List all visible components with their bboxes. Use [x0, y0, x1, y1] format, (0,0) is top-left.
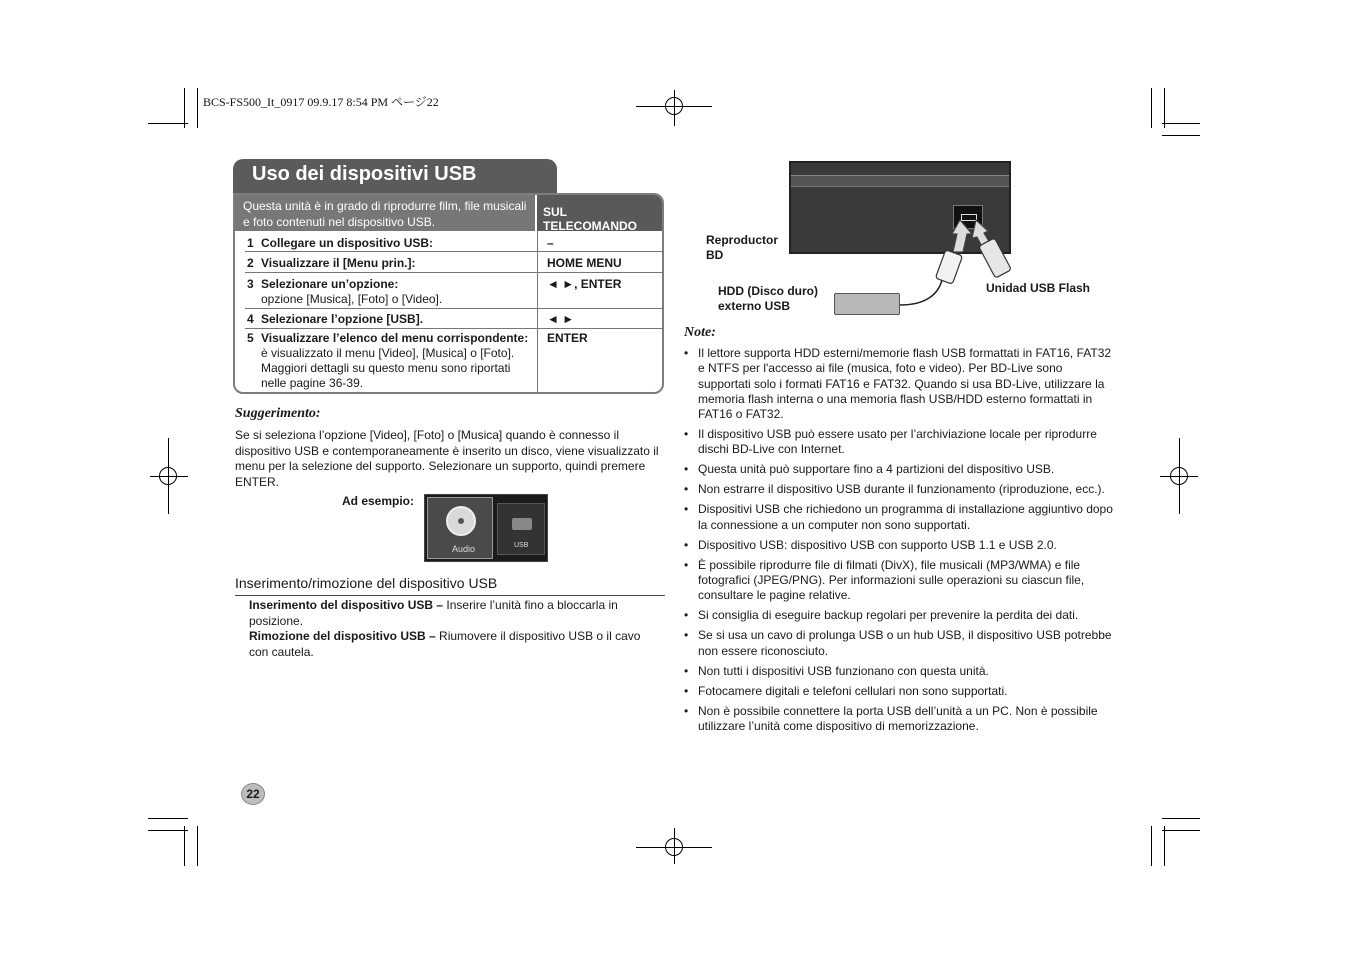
column-divider	[537, 231, 538, 394]
step-5-remote: ENTER	[547, 331, 588, 345]
list-item: • Non tutti i dispositivi USB funzionano con questa unità.	[684, 663, 989, 678]
audio-option	[427, 497, 493, 559]
section-title: Uso dei dispositivi USB	[252, 163, 477, 185]
list-item: • Non estrarre il dispositivo USB durante il funzionamento (riproduzione, ecc.).	[684, 482, 1105, 497]
instruction-panel	[233, 193, 664, 394]
suggestion-body: Se si seleziona l’opzione [Video], [Foto] o [Musica] quando è connesso il dispositivo USB e contemporaneamente è inserito un disco, viene visualizzato il menu per la selezione del supporto. Selezionare un supporto, quindi premere ENTER.	[235, 428, 659, 489]
remote-column-header: SUL TELECOMANDO	[543, 205, 637, 233]
step-2-remote: HOME MENU	[547, 256, 622, 270]
insert-instruction: Inserimento del dispositivo USB – Inserire l’unità fino a bloccarla in posizione.	[249, 598, 618, 628]
list-item: • Se si usa un cavo di prolunga USB o un hub USB, il dispositivo USB potrebbe non essere riconosciuto.	[684, 628, 1112, 658]
panel-description: Questa unità è in grado di riprodurre film, file musicali e foto contenuti nel dispositivo USB.	[243, 199, 527, 229]
insertion-heading: Inserimento/rimozione del dispositivo USB	[235, 575, 498, 591]
example-label: Ad esempio:	[342, 494, 415, 508]
list-item: • Dispositivo USB: dispositivo USB con supporto USB 1.1 e USB 2.0.	[684, 537, 1057, 552]
step-1: 1 Collegare un dispositivo USB:	[247, 236, 434, 250]
step-1-remote: –	[547, 236, 554, 250]
list-item: • Il lettore supporta HDD esterni/memorie flash USB formattati in FAT16, FAT32 e NTFS per l'accesso ai file (musica, foto e video). Per BD-Live sono supportati solo i formati FAT16 e FAT32. Quando si usa BD-Live, utilizzare la memoria flash interna o una memoria flash USB/HDD esterno formattati in FAT16 o FAT32.	[684, 346, 1112, 422]
step-4: 4 Selezionare l’opzione [USB].	[247, 312, 424, 326]
step-3-remote: ◄ ►, ENTER	[547, 277, 622, 291]
notes-heading: Note:	[684, 325, 716, 340]
player-label: Reproductor BD	[706, 233, 778, 262]
step-4-remote: ◄ ►	[547, 312, 575, 326]
step-2: 2 Visualizzare il [Menu prin.]:	[247, 256, 416, 270]
step-3: 3 Selezionare un’opzione: opzione [Musica], [Foto] o [Video].	[247, 277, 443, 306]
usb-cable-icon	[935, 250, 962, 284]
flash-label: Unidad USB Flash	[986, 281, 1091, 295]
media-selection-thumbnail	[424, 494, 548, 562]
remove-instruction: Rimozione del dispositivo USB – Riumovere il dispositivo USB o il cavo con cautela.	[249, 629, 641, 659]
list-item: • Non è possibile connettere la porta USB dell’unità a un PC. Non è possibile utilizzare l’unità come dispositivo di memorizzazione.	[684, 703, 1098, 733]
list-item: • Il dispositivo USB può essere usato per l’archiviazione locale per riprodurre dischi BD-Live con Internet.	[684, 427, 1097, 457]
list-item: • Fotocamere digitali e telefoni cellulari non sono supportati.	[684, 683, 1008, 698]
usb-label: USB	[514, 542, 529, 549]
audio-label: Audio	[452, 544, 476, 554]
list-item: • Si consiglia di eseguire backup regolari per prevenire la perdita dei dati.	[684, 608, 1079, 623]
step-5: 5 Visualizzare l’elenco del menu corrispondente: è visualizzato il menu [Video], [Musica] o [Foto]. Maggiori dettagli su questo menu sono riportati nelle pagine 36-39.	[247, 331, 529, 390]
usb-option	[497, 503, 545, 555]
insertion-body	[249, 598, 659, 660]
disc-icon	[446, 506, 476, 536]
usb-icon	[512, 518, 532, 530]
heading-rule	[235, 595, 665, 596]
print-header: BCS-FS500_It_0917 09.9.17 8:54 PM ページ22	[203, 95, 439, 109]
hdd-label: HDD (Disco duro) externo USB	[718, 284, 818, 313]
usb-flash-drive-icon	[979, 238, 1012, 278]
page-number: 22	[241, 783, 265, 805]
list-item: • Dispositivi USB che richiedono un programma di installazione aggiuntivo dopo la connessione a un computer non sono supportati.	[684, 502, 1113, 532]
list-item: • Questa unità può supportare fino a 4 partizioni del dispositivo USB.	[684, 462, 1055, 477]
notes-list	[684, 346, 1116, 739]
suggestion-heading: Suggerimento:	[235, 406, 321, 421]
list-item: • È possibile riprodurre file di filmati (DivX), file musicali (MP3/WMA) e file fotografici (JPEG/PNG). Per informazioni sulle operazioni su ciascun file, consultare le pagine relative.	[684, 557, 1085, 603]
cable-line	[900, 280, 942, 305]
external-hdd-icon	[834, 293, 900, 315]
